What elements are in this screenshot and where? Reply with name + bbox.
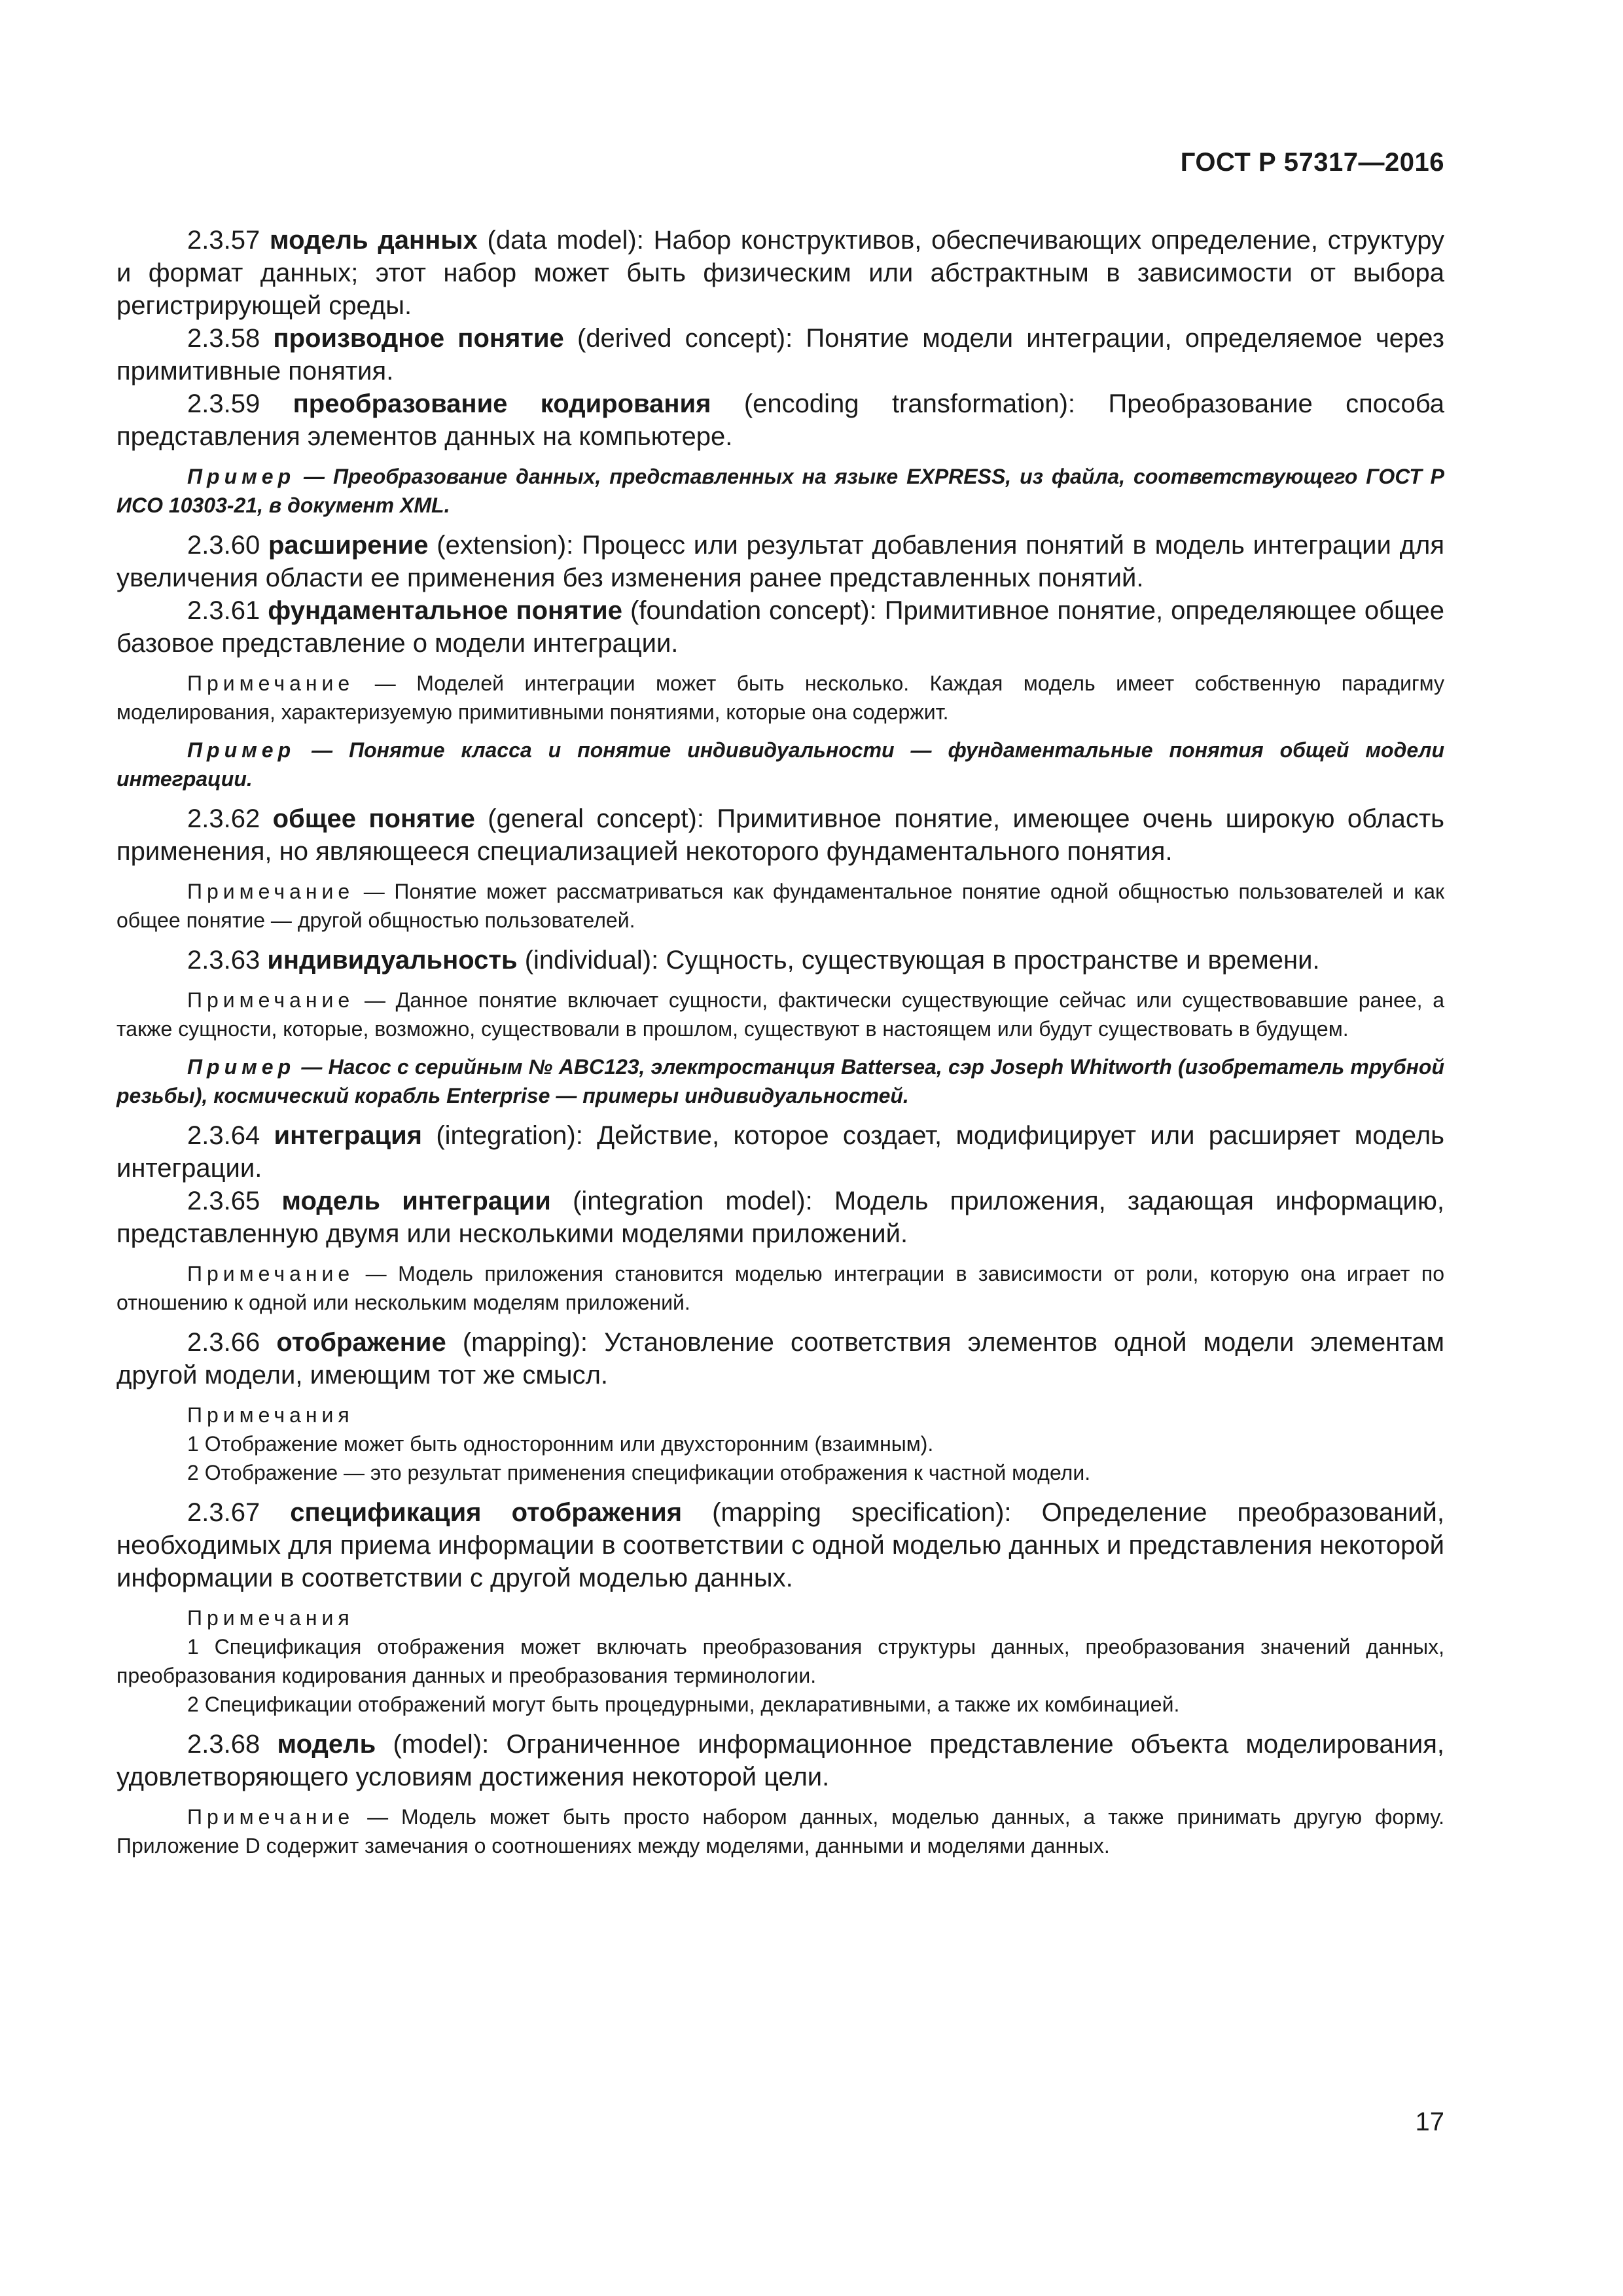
note-item: 2 Спецификации отображений могут быть процедурными, декларативными, а также их комбинацией.	[187, 1693, 1180, 1716]
term-title: фундаментальное понятие	[268, 596, 622, 625]
term-definition: (extension): Процесс или результат добавления понятий в модель интеграции для увеличения области ее применения без изменения ранее представленных понятий.	[116, 531, 1444, 592]
term-entry	[116, 529, 1444, 594]
dash: —	[354, 1805, 402, 1829]
term-title: модель	[277, 1730, 376, 1759]
term-definition: (foundation concept): Примитивное понятие, определяющее общее базовое представление о модели интеграции.	[116, 596, 1444, 658]
example-label: Пример	[187, 738, 296, 762]
term-definition: (encoding transformation): Преобразование способа представления элементов данных на компьютере.	[116, 389, 1444, 451]
example-text: Понятие класса и понятие индивидуальности — фундаментальные понятия общей модели интеграции.	[116, 738, 1445, 791]
term-number: 2.3.59	[187, 389, 260, 418]
note-block	[116, 1259, 1444, 1317]
term-entry	[116, 224, 1444, 322]
term-definition: (general concept): Примитивное понятие, имеющее очень широкую область применения, но являющееся специализацией некоторого фундаментального понятия.	[116, 804, 1445, 866]
notes-heading: Примечания	[187, 1403, 354, 1427]
term-definition: (individual): Сущность, существующая в пространстве и времени.	[517, 946, 1320, 975]
term-definition: (mapping specification): Определение преобразований, необходимых для приема информации в соответствии с одной моделью данных и представления некоторой информации в соответствии с другой моделью данных.	[116, 1498, 1444, 1592]
example-text: Насос с серийным № ABC123, электростанция Battersea, сэр Joseph Whitworth (изобретатель трубной резьбы), космический корабль Enterprise — примеры индивидуальностей.	[116, 1055, 1445, 1107]
term-number: 2.3.68	[187, 1730, 260, 1759]
term-title: интеграция	[274, 1121, 422, 1150]
notes-heading: Примечания	[187, 1606, 354, 1630]
term-entry	[116, 594, 1444, 660]
term-entry	[116, 1119, 1444, 1185]
term-definition: (derived concept): Понятие модели интеграции, определяемое через примитивные понятия.	[116, 324, 1444, 386]
note-label: Примечание	[187, 988, 355, 1012]
term-entry	[116, 1728, 1444, 1793]
note-label: Примечание	[187, 1262, 355, 1285]
note-block	[116, 877, 1444, 935]
dash: —	[295, 465, 333, 488]
dash: —	[354, 1262, 399, 1285]
term-number: 2.3.66	[187, 1328, 260, 1357]
term-number: 2.3.64	[187, 1121, 260, 1150]
term-entry	[116, 944, 1444, 977]
note-block	[116, 1803, 1444, 1860]
note-label: Примечание	[187, 672, 355, 695]
dash: —	[295, 1055, 329, 1079]
term-number: 2.3.65	[187, 1187, 260, 1215]
term-number: 2.3.57	[187, 226, 260, 255]
example-block	[116, 1052, 1444, 1110]
term-title: модель данных	[270, 226, 478, 255]
note-item: 1 Отображение может быть односторонним или двухсторонним (взаимным).	[187, 1432, 934, 1456]
term-number: 2.3.58	[187, 324, 260, 353]
document-body	[116, 224, 1444, 1860]
term-entry	[116, 1185, 1444, 1250]
document-header: ГОСТ Р 57317—2016	[1180, 148, 1444, 177]
dash: —	[295, 738, 349, 762]
term-definition: (mapping): Установление соответствия элементов одной модели элементам другой модели, имеющим тот же смысл.	[116, 1328, 1444, 1390]
dash: —	[354, 880, 395, 903]
term-definition: (data model): Набор конструктивов, обеспечивающих определение, структуру и формат данных; этот набор может быть физическим или абстрактным в зависимости от выбора регистрирующей среды.	[116, 226, 1444, 320]
term-number: 2.3.62	[187, 804, 260, 833]
term-number: 2.3.61	[187, 596, 260, 625]
term-entry	[116, 322, 1444, 387]
term-title: спецификация отображения	[290, 1498, 683, 1527]
term-definition: (integration): Действие, которое создает, модифицирует или расширяет модель интеграции.	[116, 1121, 1445, 1183]
note-text: Модель приложения становится моделью интеграции в зависимости от роли, которую она играет по отношению к одной или нескольким моделям приложений.	[116, 1262, 1445, 1314]
example-block	[116, 736, 1444, 793]
term-entry	[116, 1496, 1444, 1594]
note-text: Моделей интеграции может быть несколько. Каждая модель имеет собственную парадигму моделирования, характеризуемую примитивными понятиями, которые она содержит.	[116, 672, 1444, 724]
term-title: отображение	[276, 1328, 446, 1357]
term-title: производное понятие	[273, 324, 564, 353]
term-entry	[116, 802, 1444, 868]
page-number: 17	[1415, 2108, 1444, 2136]
document-page	[116, 0, 1444, 2296]
example-label: Пример	[187, 465, 296, 488]
note-label: Примечание	[187, 1805, 355, 1829]
term-definition: (integration model): Модель приложения, задающая информацию, представленную двумя или несколькими моделями приложений.	[116, 1187, 1444, 1248]
term-title: расширение	[268, 531, 429, 560]
dash: —	[354, 672, 417, 695]
note-label: Примечание	[187, 880, 355, 903]
term-number: 2.3.67	[187, 1498, 260, 1527]
term-title: модель интеграции	[281, 1187, 551, 1215]
term-title: преобразование кодирования	[293, 389, 711, 418]
example-label: Пример	[187, 1055, 296, 1079]
term-title: индивидуальность	[267, 946, 518, 975]
example-block	[116, 462, 1444, 520]
note-item: 2 Отображение — это результат применения спецификации отображения к частной модели.	[187, 1461, 1091, 1484]
term-number: 2.3.63	[187, 946, 260, 975]
term-entry	[116, 387, 1444, 453]
term-definition: (model): Ограниченное информационное представление объекта моделирования, удовлетворяющего условиям достижения некоторой цели.	[116, 1730, 1444, 1791]
term-title: общее понятие	[272, 804, 475, 833]
note-item: 1 Спецификация отображения может включать преобразования структуры данных, преобразования значений данных, преобразования кодирования данных и преобразования терминологии.	[116, 1635, 1444, 1687]
term-entry	[116, 1326, 1444, 1391]
note-text: Модель может быть просто набором данных, моделью данных, а также принимать другую форму. Приложение D содержит замечания о соотношениях между моделями, данными и моделями данных.	[116, 1805, 1445, 1857]
note-block	[116, 669, 1444, 726]
example-text: Преобразование данных, представленных на языке EXPRESS, из файла, соответствующего ГОСТ Р ИСО 10303-21, в документ XML.	[116, 465, 1445, 517]
note-text: Понятие может рассматриваться как фундаментальное понятие одной общностью пользователей и как общее понятие — другой общностью пользователей.	[116, 880, 1445, 932]
term-number: 2.3.60	[187, 531, 260, 560]
note-block	[116, 986, 1444, 1043]
dash: —	[354, 988, 396, 1012]
note-text: Данное понятие включает сущности, фактически существующие сейчас или существовавшие ранее, а также сущности, которые, возможно, существовали в прошлом, существуют в настоящем или будут существовать в будущем.	[116, 988, 1445, 1041]
